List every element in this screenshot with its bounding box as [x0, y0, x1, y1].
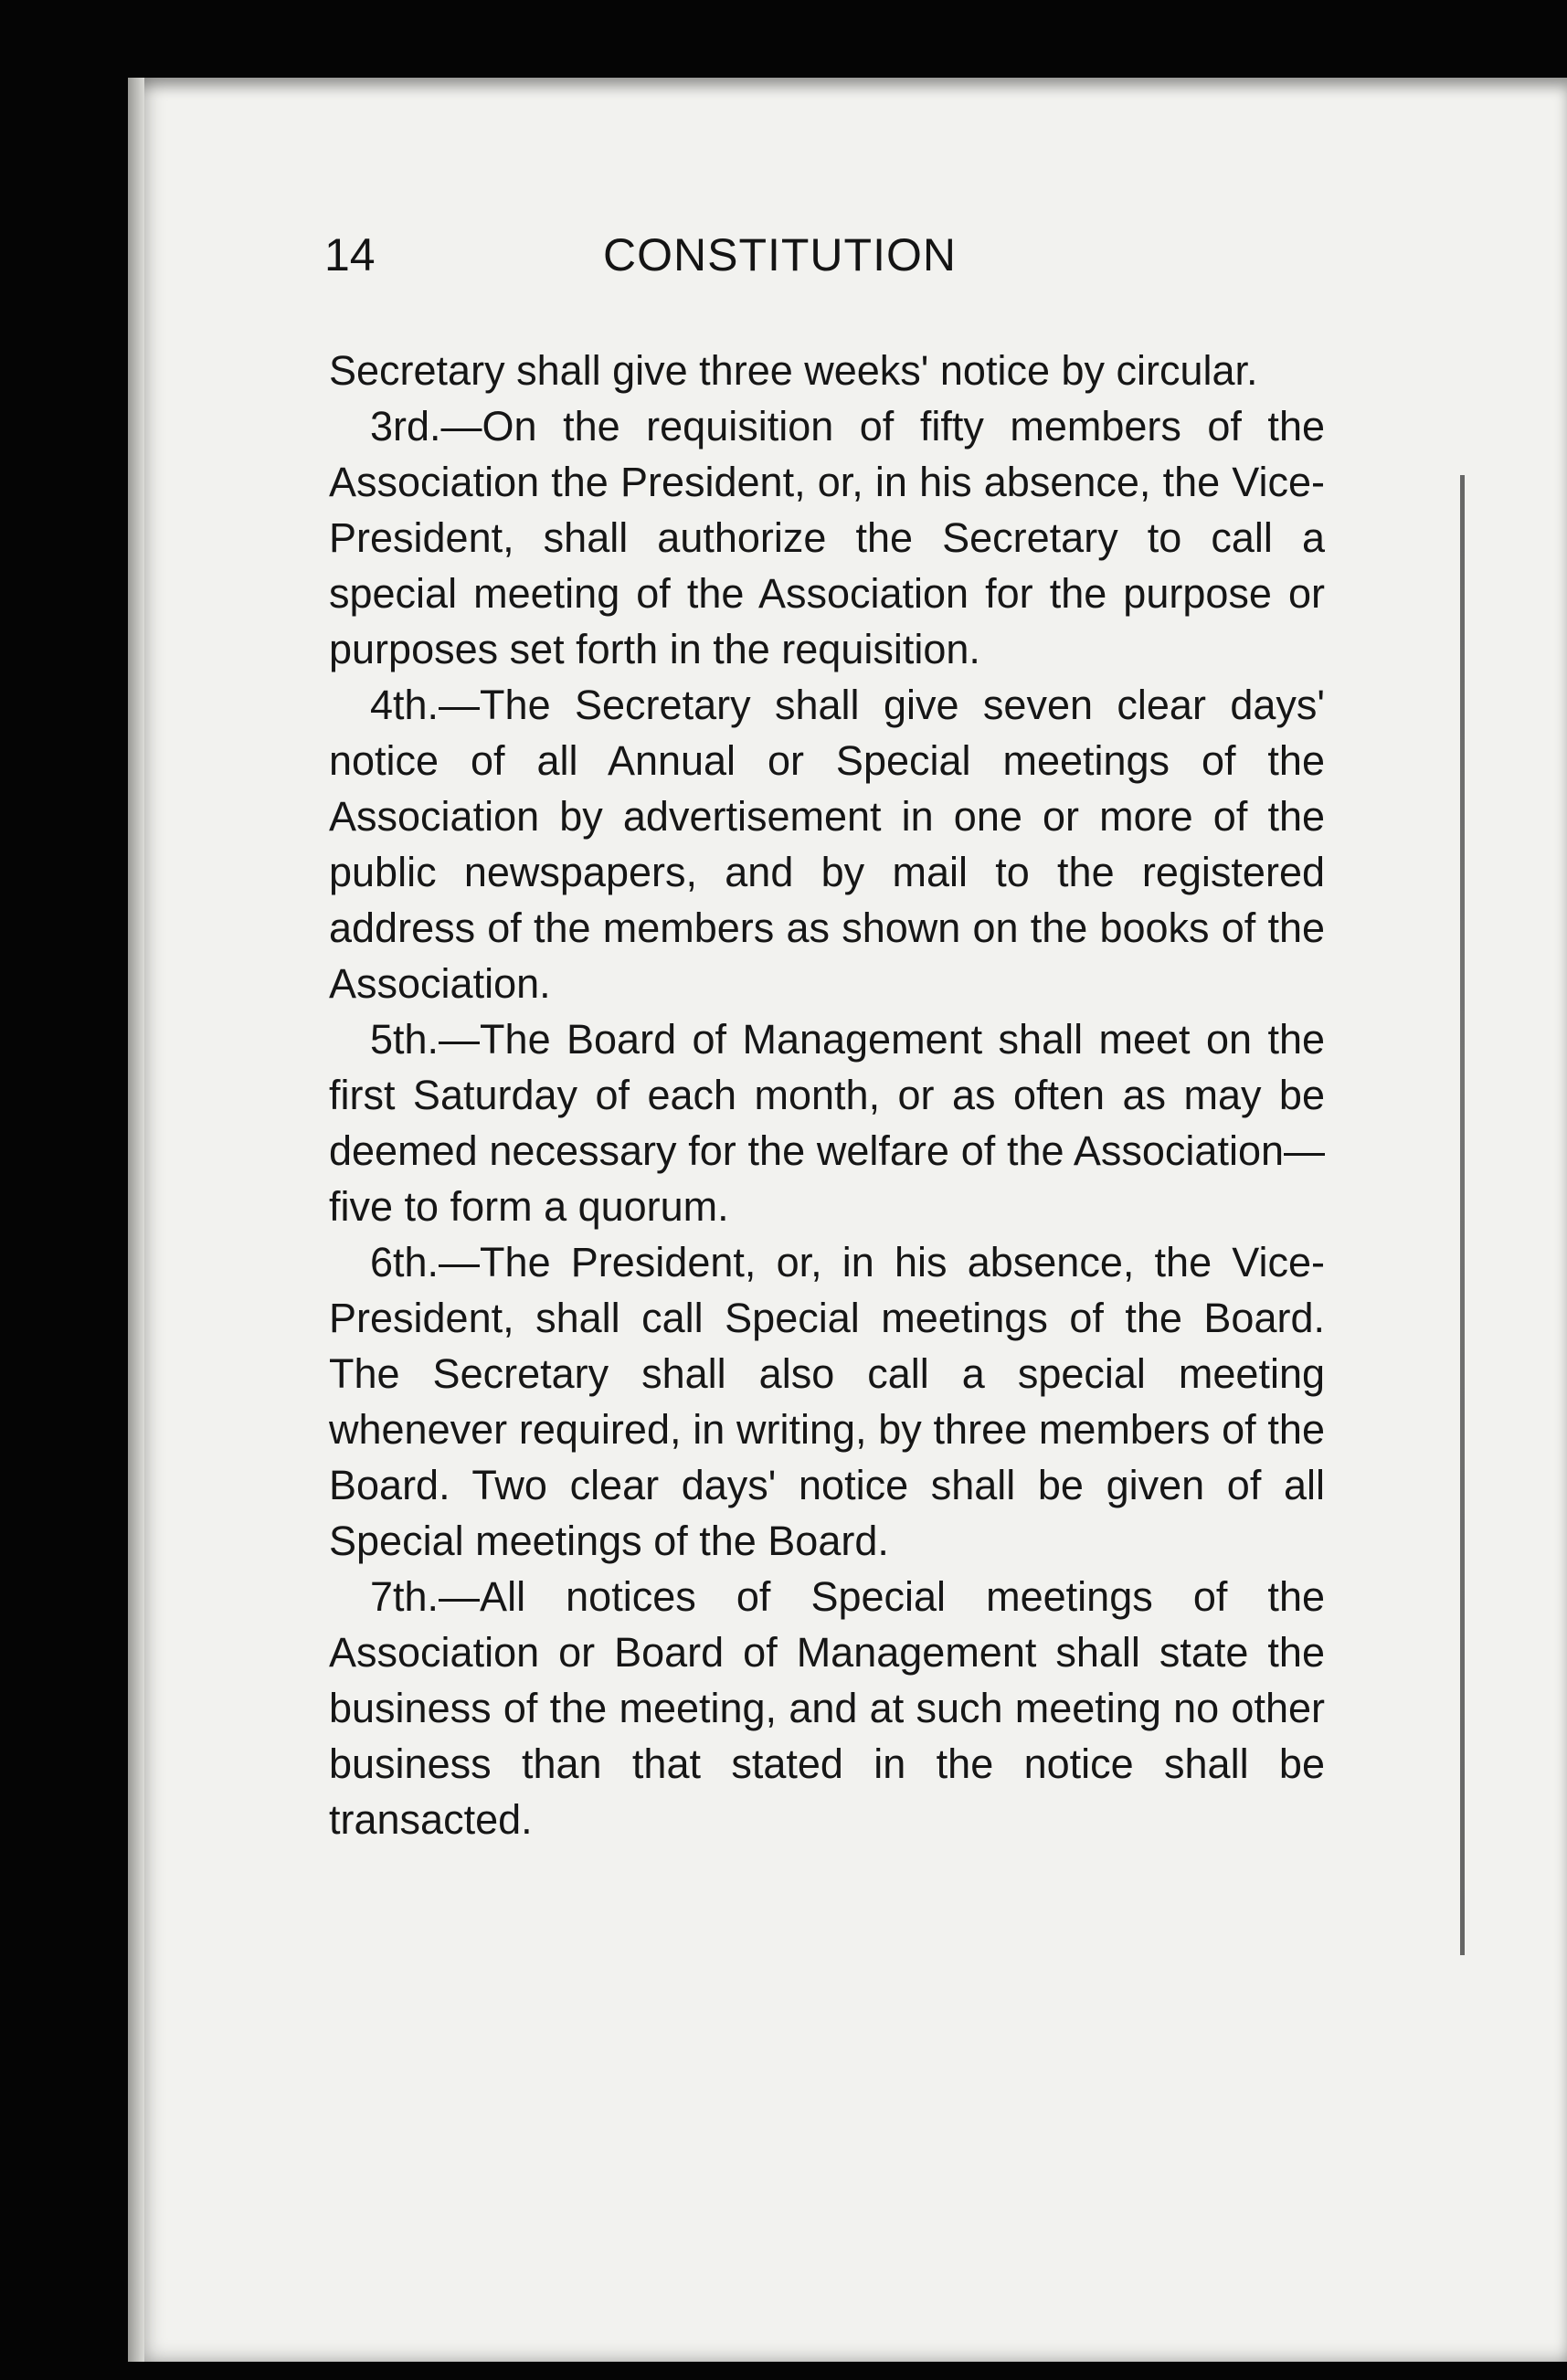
paragraph-fourth: 4th.—The Secretary shall give seven clear days' notice of all Annual or Special meetings of the Association by advertisement in one or more of the public newspapers, and by mail to the registered address of the members as shown on the books of the Association.: [329, 682, 1325, 1007]
paragraph-continuation: Secretary shall give three weeks' notice by circular.: [329, 347, 1258, 394]
body-text: [329, 343, 1325, 1847]
page-gutter-edge: [128, 78, 144, 2362]
margin-rule: [1460, 475, 1465, 1955]
page-number: 14: [324, 229, 376, 280]
paragraph-third: 3rd.—On the requisition of fifty members of the Association the President, or, in his absence, the Vice-President, shall authorize the Secretary to call a special meeting of the Association for the purpose or purposes set forth in the requisition.: [329, 403, 1325, 672]
running-title: CONSTITUTION: [603, 229, 957, 280]
paragraph-sixth: 6th.—The President, or, in his absence, the Vice-President, shall call Special meetings of the Board. The Secretary shall also call a special meeting whenever required, in writing, by three members of the Board. Two clear days' notice shall be given of all Special meetings of the Board.: [329, 1239, 1325, 1564]
paragraph-fifth: 5th.—The Board of Management shall meet on the first Saturday of each month, or as often as may be deemed necessary for the welfare of the Association—five to form a quorum.: [329, 1016, 1325, 1230]
running-header: [324, 228, 1329, 301]
paragraph-seventh: 7th.—All notices of Special meetings of the Association or Board of Management shall state the business of the meeting, and at such meeting no other business than that stated in the notice shall be transacted.: [329, 1573, 1325, 1843]
